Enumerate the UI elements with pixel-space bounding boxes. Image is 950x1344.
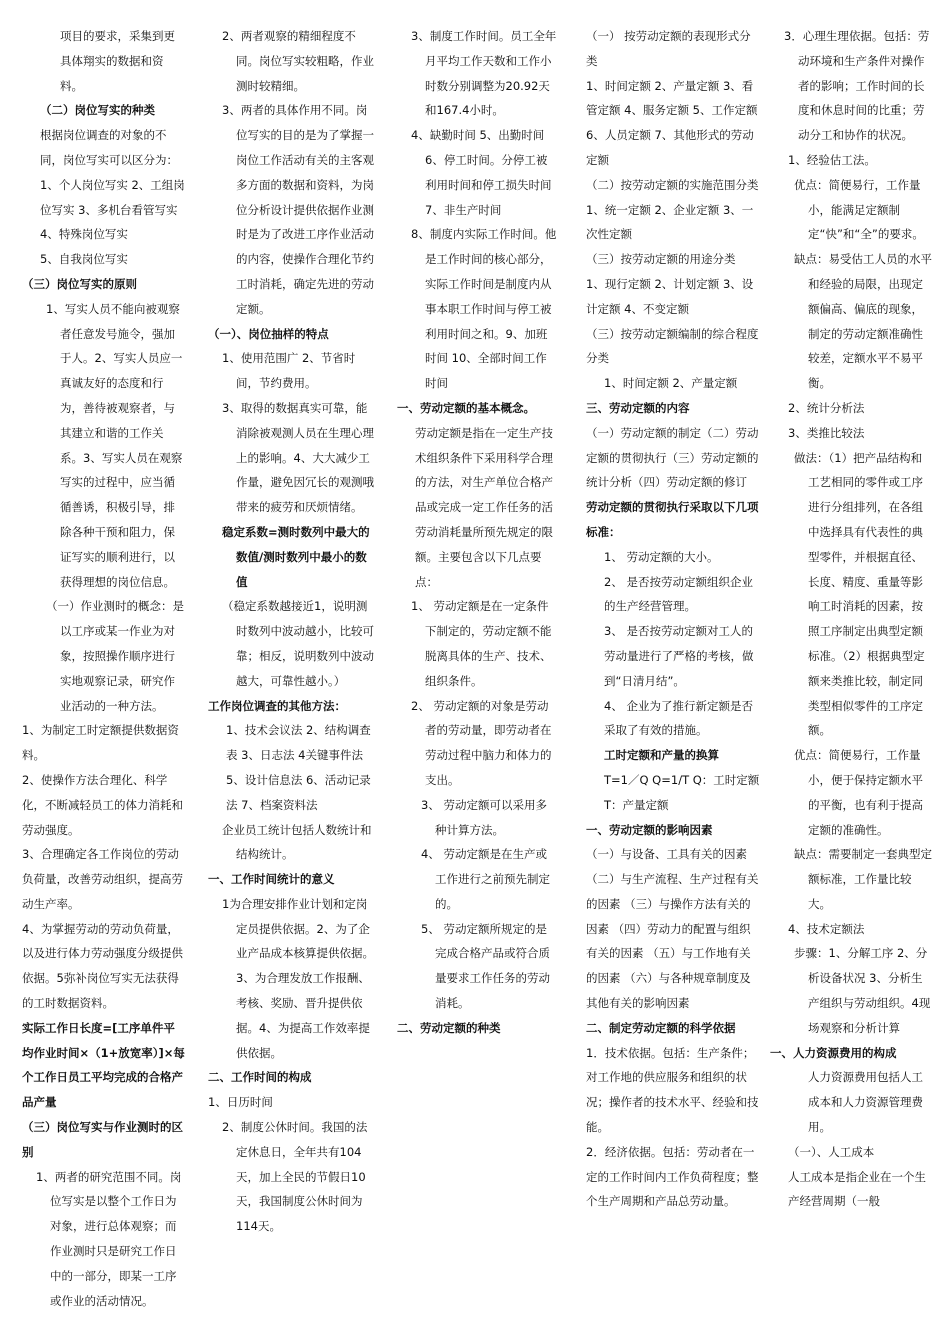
- paragraph: 1、统一定额 2、企业定额 3、一次性定额: [586, 202, 754, 242]
- paragraph: 1、写实人员不能向被观察者任意发号施令，强加于人。2、写实人员应一真诚友好的态度和行为，善待被观察者，与其建立和谐的工作关系。3、写实人员在观察写实的过程中，应当循循善诱，积极引导，排除各种干预和阻力，保证写实的顺利进行，以获得理想的岗位信息。: [46, 301, 183, 589]
- paragraph: 步骤：1、分解工序 2、分析设备状况 3、分析生产组织与劳动组织。4现场观察和分析计算: [794, 946, 931, 1035]
- paragraph: 缺点：需要制定一套典型定额标准，工作量比较大。: [794, 847, 932, 911]
- column-5: [770, 24, 932, 1334]
- paragraph: 企业员工统计包括人数统计和结构统计。: [222, 822, 372, 862]
- paragraph: 二、制定劳动定额的科学依据: [586, 1020, 736, 1035]
- paragraph: 一、劳动定额的基本概念。: [397, 400, 535, 415]
- paragraph: 2、 劳动定额的对象是劳动者的劳动量，即劳动者在劳动过程中脑力和体力的支出。: [411, 698, 552, 787]
- paragraph: 工作岗位调查的其他方法：: [208, 698, 346, 713]
- paragraph: 人力资源费用包括人工成本和人力资源管理费用。: [808, 1070, 923, 1135]
- paragraph: 5、 劳动定额所规定的是完成合格产品或符合质量要求工作任务的劳动消耗。: [421, 921, 550, 1011]
- paragraph: 1、为制定工时定额提供数据资料。: [22, 723, 179, 763]
- paragraph: 根据岗位调查的对象的不同，岗位写实可以区分为：: [40, 128, 178, 167]
- paragraph: 项目的要求，采集到更具体翔实的数据和资料。: [60, 29, 175, 93]
- paragraph: 劳动定额的贯彻执行采取以下几项标准：: [586, 500, 759, 539]
- paragraph: 5、自我岗位写实: [40, 252, 128, 267]
- paragraph: （三）岗位写实与作业测时的区别: [22, 1120, 183, 1159]
- paragraph: （一）、人工成本: [788, 1144, 875, 1159]
- paragraph: 2、 是否按劳动定额组织企业的生产经营管理。: [604, 574, 753, 614]
- paragraph: （一）作业测时的概念：是以工序或某一作业为对象，按照操作顺序进行实地观察记录，研究作业活动的一种方法。: [46, 599, 184, 713]
- paragraph: 1．技术依据。包括：生产条件；对工作地的供应服务和组织的状况；操作者的技术水平、经验和技能。: [586, 1045, 759, 1135]
- paragraph: 1、时间定额 2、产量定额: [604, 376, 738, 391]
- paragraph: 2、统计分析法: [788, 400, 865, 415]
- paragraph: 1、使用范围广 2、节省时间，节约费用。: [222, 351, 356, 391]
- paragraph: 1、现行定额 2、计划定额 3、设计定额 4、不变定额: [586, 276, 754, 316]
- paragraph: T=1／Q Q=1/T Q：工时定额 T：产量定额: [604, 772, 760, 812]
- paragraph: 三、劳动定额的内容: [586, 400, 690, 415]
- column-2: [208, 24, 374, 1334]
- paragraph: （一） 按劳动定额的表现形式分类: [586, 29, 751, 68]
- column-1: [22, 24, 186, 1334]
- paragraph: 4、为掌握劳动的劳动负荷量，以及进行体力劳动强度分级提供依据。5弥补岗位写实无法获得的工时数据资料。: [22, 921, 183, 1011]
- paragraph: 3、合理确定各工作岗位的劳动负荷量，改善劳动组织，提高劳动生产率。: [22, 847, 183, 911]
- paragraph: 4、 企业为了推行新定额是否采取了有效的措施。: [604, 698, 753, 738]
- paragraph: 1、 劳动定额是在一定条件下制定的，劳动定额不能脱离具体的生产、技术、组织条件。: [411, 599, 552, 688]
- paragraph: 4、缺勤时间 5、出勤时间 6、停工时间。分停工被利用时间和停工损失时间 7、非生产时间: [411, 128, 552, 217]
- paragraph: 3、制度工作时间。员工全年月平均工作天数和工作小时数分别调整为20.92天和167.4小时。: [411, 29, 557, 118]
- paragraph: 劳动定额是指在一定生产技术组织条件下采用科学合理的方法，对生产单位合格产品或完成一定工作任务的活劳动消耗量所预先规定的限额。主要包含以下几点要点：: [415, 425, 553, 589]
- paragraph: （三）按劳动定额编制的综合程度分类: [586, 326, 759, 366]
- paragraph: 1、 劳动定额的大小。: [604, 549, 719, 564]
- paragraph: 优点：简便易行，工作量小，便于保持定额水平的平衡，也有利于提高定额的准确性。: [794, 748, 923, 837]
- paragraph: （二）按劳动定额的实施范围分类: [586, 177, 759, 192]
- paragraph: （一）、岗位抽样的特点: [208, 326, 329, 341]
- paragraph: 1、时间定额 2、产量定额 3、看管定额 4、服务定额 5、工作定额 6、人员定额 7、其他形式的劳动定额: [586, 78, 758, 167]
- paragraph: 2、两者观察的精细程度不同。岗位写实较粗略，作业测时较精细。: [222, 29, 374, 93]
- paragraph: 2、制度公休时间。我国的法定休息日，全年共有104天，加上全民的节假日10天，我国制度公休时间为114天。: [222, 1120, 368, 1234]
- paragraph: 做法：（1）把产品结构和工艺相同的零件或工序进行分组排列，在各组中选择具有代表性的典型零件，并根据直径、长度、精度、重量等影响工时消耗的因素，按照工序制定出典型定额标准。（2）根据典型定额来类推比较，制定同类型相似零件的工序定额。: [794, 450, 925, 738]
- paragraph: 一、劳动定额的影响因素: [586, 822, 713, 837]
- paragraph: 4、 劳动定额是在生产或工作进行之前预先制定的。: [421, 847, 550, 911]
- paragraph: 1、两者的研究范围不同。岗位写实是以整个工作日为对象，进行总体观察；而作业测时只是研究工作日中的一部分，即某一工序或作业的活动情况。: [36, 1169, 182, 1308]
- column-3: [397, 24, 557, 1334]
- paragraph: （一）与设备、工具有关的因素 （二）与生产流程、生产过程有关的因素 （三）与操作方法有关的因素 （四）劳动力的配置与组织有关的因素 （五）与工作地有关的因素 （六）与各种规章制度及其他有关的影响因素: [586, 847, 759, 1011]
- paragraph: （稳定系数越接近1，说明测时数列中波动越小，比较可靠；相反，说明数列中波动越大，可靠性越小。）: [222, 599, 374, 688]
- paragraph: 人工成本是指企业在一个生产经营周期（一般: [788, 1169, 926, 1209]
- paragraph: 3、两者的具体作用不同。岗位写实的目的是为了掌握一岗位工作活动有关的主客观多方面的数据和资料，为岗位分析设计提供依据作业测时是为了改进工序作业活动的内容，使操作合理化节约工时消耗，确定先进的劳动定额。: [222, 103, 374, 316]
- paragraph: 二、劳动定额的种类: [397, 1020, 501, 1035]
- paragraph: （三）按劳动定额的用途分类: [586, 252, 736, 267]
- paragraph: 3、 劳动定额可以采用多种计算方法。: [421, 797, 547, 837]
- paragraph: 二、工作时间的构成: [208, 1070, 312, 1085]
- paragraph: （二）岗位写实的种类: [40, 103, 155, 118]
- column-4: [586, 24, 762, 1334]
- paragraph: （三）岗位写实的原则: [22, 276, 137, 291]
- paragraph: 3．心理生理依据。包括：劳动环境和生产条件对操作者的影响；工作时间的长度和休息时间的比重；劳动分工和协作的状况。: [784, 29, 930, 143]
- paragraph: 稳定系数=测时数列中最大的数值/测时数列中最小的数值: [222, 524, 370, 589]
- paragraph: 实际工作日长度=[工序单件平均作业时间×（1+放宽率）]×每个工作日员工平均完成的合格产品产量: [22, 1020, 185, 1110]
- paragraph: 2、使操作方法合理化、科学化，不断减轻员工的体力消耗和劳动强度。: [22, 772, 183, 837]
- paragraph: 8、制度内实际工作时间。他是工作时间的核心部分，实际工作时间是制度内从事本职工作时间与停工被利用时间之和。9、加班时间 10、全部时间工作时间: [411, 227, 557, 391]
- paragraph: 优点：简便易行，工作量小，能满足定额制定“快”和“全”的要求。: [794, 177, 924, 242]
- paragraph: 一、工作时间统计的意义: [208, 872, 335, 887]
- paragraph: 1、个人岗位写实 2、工组岗位写实 3、多机台看管写实 4、特殊岗位写实: [40, 177, 185, 242]
- paragraph: 1、日历时间: [208, 1095, 273, 1110]
- paragraph: 1、经验估工法。: [788, 152, 876, 167]
- paragraph: 1为合理安排作业计划和定岗定员提供依据。2、为了企业产品成本核算提供依据。3、为合理发放工作报酬、考核、奖励、晋升提供依据。4、为提高工作效率提供依据。: [222, 896, 374, 1060]
- paragraph: 缺点：易受估工人员的水平和经验的局限，出现定额偏高、偏底的现象，制定的劳动定额准确性较差，定额水平不易平衡。: [794, 252, 932, 391]
- paragraph: 1、技术会议法 2、结构调查表 3、日志法 4关键事件法 5、设计信息法 6、活动记录法 7、档案资料法: [226, 723, 371, 812]
- paragraph: 4、技术定额法: [788, 921, 865, 936]
- paragraph: 工时定额和产量的换算: [604, 748, 719, 763]
- paragraph: 3、取得的数据真实可靠，能消除被观测人员在生理心理上的影响。4、大大减少工作量，避免因冗长的观测哦带来的疲劳和厌烦情绪。: [222, 400, 374, 515]
- paragraph: 一、人力资源费用的构成: [770, 1045, 897, 1060]
- paragraph: （一）劳动定额的制定（二）劳动定额的贯彻执行（三）劳动定额的统计分析（四）劳动定额的修订: [586, 425, 759, 490]
- paragraph: 3、 是否按劳动定额对工人的劳动量进行了严格的考核，做到“日清月结”。: [604, 624, 754, 688]
- paragraph: 3、类推比较法: [788, 425, 865, 440]
- paragraph: 2．经济依据。包括：劳动者在一定的工作时间内工作负荷程度；整个生产周期和产品总劳动量。: [586, 1144, 759, 1209]
